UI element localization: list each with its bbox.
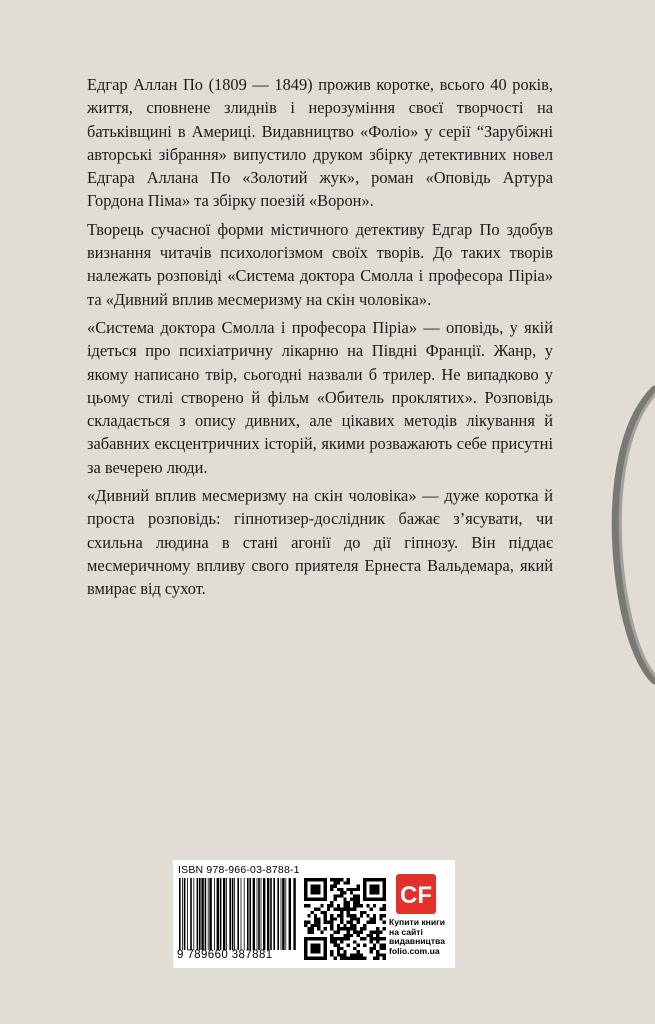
qr-module [350,917,353,920]
barcode-bar [220,878,222,950]
qr-module [330,953,333,956]
paragraph-2: Творець сучасної форми містичного детективу Едгар По здобув визнання читачів психологізмом своїх творів. До таких творів належать розповіді «Система доктора Смолла і професора Піріа» та «Дивний вплив месмеризму на скін чоловіка». [87,219,553,309]
qr-module [363,924,366,927]
qr-module [353,924,356,927]
qr-module [379,914,382,917]
qr-module [334,894,337,897]
qr-module [366,921,369,924]
barcode-bar [253,878,255,950]
qr-module [337,947,340,950]
qr-module [343,891,346,894]
qr-module [334,881,337,884]
qr-module [356,953,359,956]
qr-module [330,921,333,924]
qr-module [340,937,343,940]
qr-module [340,914,343,917]
qr-module [366,904,369,907]
qr-module [347,878,350,881]
qr-module [304,921,307,924]
qr-module [343,908,346,911]
barcode-bar [263,878,265,950]
barcode-bar [214,878,215,950]
qr-module [353,927,356,930]
qr-module [330,914,333,917]
qr-module [363,937,366,940]
qr-module [379,953,382,956]
qr-module [373,937,376,940]
qr-module [350,924,353,927]
qr-module [314,908,317,911]
qr-module [330,924,333,927]
qr-module [366,914,369,917]
qr-module [317,927,320,930]
qr-module [350,908,353,911]
qr-module [337,904,340,907]
qr-module [334,885,337,888]
qr-module [373,957,376,960]
barcode-bar [193,878,194,950]
qr-module [307,914,310,917]
qr-module [347,957,350,960]
qr-module [370,885,380,895]
barcode-bar [187,878,188,950]
barcode-digits: 9 789660 387881 [177,949,273,961]
barcode-bar [226,878,227,950]
qr-module [337,924,340,927]
qr-module [350,953,353,956]
barcode-bar [244,878,245,950]
qr-module [353,901,356,904]
qr-module [383,944,386,947]
qr-module [356,894,359,897]
qr-module [353,953,356,956]
qr-module [370,947,373,950]
qr-module [324,917,327,920]
qr-module [330,878,333,881]
qr-module [343,957,346,960]
qr-module [330,950,333,953]
qr-module [370,930,373,933]
qr-module [343,953,346,956]
qr-module [347,908,350,911]
qr-module [347,911,350,914]
qr-module [360,937,363,940]
qr-module [353,947,356,950]
qr-module [356,957,359,960]
qr-module [376,953,379,956]
qr-module [330,937,333,940]
qr-module [337,888,340,891]
qr-module [330,885,333,888]
qr-module [337,908,340,911]
qr-module [317,908,320,911]
qr-module [330,934,333,937]
qr-module [370,940,373,943]
barcode-bar [237,878,239,950]
qr-module [311,885,321,895]
barcode-bar [179,878,181,950]
qr-module [337,878,340,881]
barcode-bar [285,878,286,950]
qr-module [311,911,314,914]
qr-module [327,921,330,924]
qr-module [383,914,386,917]
barcode-bar [209,878,211,950]
qr-module [356,885,359,888]
barcode-bar [281,878,282,950]
qr-module [373,917,376,920]
qr-module [314,914,317,917]
qr-module [379,947,382,950]
qr-module [334,944,337,947]
barcode-bar [190,878,192,950]
qr-module [343,881,346,884]
qr-module [314,924,317,927]
qr-module [343,924,346,927]
qr-module [363,927,366,930]
qr-module [356,950,359,953]
qr-module [327,908,330,911]
qr-module [330,901,333,904]
barcode-panel [173,860,455,968]
qr-module [353,930,356,933]
qr-module [353,904,356,907]
qr-module [356,944,359,947]
barcode-bar [289,878,291,950]
paragraph-3: «Система доктора Смолла і професора Піріа» — оповідь, у якій ідеться про психіатричну лікарню на Півдні Франції. Жанр, у якому написано твір, сьогодні назвали б трилер. Не випадково у цьому стилі створено й фільм «Обитель проклятих». Розповідь складається з опису дивних, але цікавих методів лікування й забавних ексцентричних історій, якими розважають себе присутні за вечерею люди. [87,317,553,477]
qr-module [383,947,386,950]
qr-module [330,927,333,930]
folio-logo [396,874,436,914]
qr-module [383,937,386,940]
qr-module [347,930,350,933]
qr-module [353,957,356,960]
qr-module [360,911,363,914]
qr-module [360,914,363,917]
qr-module [376,937,379,940]
qr-module [350,921,353,924]
qr-module [350,957,353,960]
qr-module [340,891,343,894]
qr-module [360,927,363,930]
qr-module [337,953,340,956]
qr-module [370,908,373,911]
barcode-bar [273,878,275,950]
qr-module [347,914,350,917]
qr-module [314,917,317,920]
barcode-bar [282,878,284,950]
qr-module [340,921,343,924]
qr-module [343,934,346,937]
qr-module [356,934,359,937]
qr-module [370,921,373,924]
qr-module [340,878,343,881]
qr-module [373,914,376,917]
qr-module [343,927,346,930]
folio-caption [389,918,451,956]
qr-module [383,921,386,924]
qr-module [373,921,376,924]
qr-module [379,930,382,933]
caption-line-1: Купити книги [389,917,446,927]
qr-module [337,944,340,947]
qr-module [327,904,330,907]
barcode-bar [258,878,260,950]
qr-module [383,927,386,930]
qr-module [353,917,356,920]
qr-module [307,921,310,924]
qr-module [317,917,320,920]
qr-module [356,921,359,924]
qr-module [311,924,314,927]
qr-module [314,921,317,924]
qr-module [343,904,346,907]
qr-module [347,944,350,947]
qr-module [350,934,353,937]
qr-module [363,944,366,947]
qr-module [340,940,343,943]
qr-module [330,917,333,920]
qr-module [353,914,356,917]
barcode-bar [241,878,242,950]
qr-module [311,944,321,954]
barcode-bar [247,878,249,950]
barcode-bar [201,878,203,950]
qr-module [347,927,350,930]
qr-module [360,930,363,933]
annotation-text [87,73,553,606]
string-decoration [595,380,655,700]
qr-module [347,921,350,924]
qr-module [343,950,346,953]
qr-module [347,888,350,891]
qr-module [340,953,343,956]
barcode-image [178,878,298,950]
qr-module [334,898,337,901]
qr-module [334,917,337,920]
qr-module [317,924,320,927]
qr-module [334,878,337,881]
barcode-bar [199,878,201,950]
qr-module [334,908,337,911]
qr-module [370,917,373,920]
qr-module [324,921,327,924]
qr-module [340,957,343,960]
qr-module [376,930,379,933]
barcode-bar [182,878,183,950]
qr-module [324,911,327,914]
qr-module [370,950,373,953]
barcode-bar [205,878,207,950]
qr-module [337,927,340,930]
qr-module [320,911,323,914]
barcode-bar [208,878,209,950]
barcode-bar [261,878,262,950]
qr-module [379,937,382,940]
qr-module [353,888,356,891]
qr-module [376,940,379,943]
qr-module [356,898,359,901]
paragraph-1: Едгар Аллан По (1809 — 1849) прожив коротке, всього 40 років, життя, сповнене злиднів і нерозуміння своєї творчості на батьківщині в Америці. Видавництво «Фоліо» у серії “Зарубіжні авторські зібрання» випустило друком збірку детективних новел Едгара Аллана По «Золотий жук», роман «Оповідь Артура Гордона Піма» та збірку поезій «Ворон». [87,75,553,211]
qr-module [350,914,353,917]
qr-module [376,934,379,937]
qr-module [337,881,340,884]
barcode-bar [293,878,295,950]
qr-module [334,930,337,933]
qr-module [340,908,343,911]
qr-module [353,898,356,901]
qr-module [376,950,379,953]
caption-line-2: на сайті [389,926,423,937]
qr-module [343,898,346,901]
qr-module [383,904,386,907]
qr-module [379,944,382,947]
qr-module [347,937,350,940]
barcode-bar [277,878,279,950]
qr-module [373,904,376,907]
qr-module [340,917,343,920]
qr-module [360,953,363,956]
qr-module [363,957,366,960]
barcode-bar [257,878,258,950]
qr-module [330,940,333,943]
barcode-bar [223,878,225,950]
qr-module [350,898,353,901]
qr-module [340,927,343,930]
qr-code [304,878,386,960]
qr-module [337,937,340,940]
qr-module [311,927,314,930]
qr-module [353,894,356,897]
qr-module [373,944,376,947]
qr-module [373,930,376,933]
qr-module [343,937,346,940]
qr-module [304,924,307,927]
qr-module [379,917,382,920]
qr-module [363,911,366,914]
qr-module [320,930,323,933]
qr-module [307,904,310,907]
qr-module [334,937,337,940]
qr-module [353,908,356,911]
qr-module [347,881,350,884]
qr-module [337,950,340,953]
qr-module [311,930,314,933]
qr-module [376,957,379,960]
qr-module [334,940,337,943]
qr-module [356,901,359,904]
qr-module [340,911,343,914]
qr-module [383,953,386,956]
barcode-bar [184,878,186,950]
qr-module [376,927,379,930]
qr-module [370,937,373,940]
qr-module [347,904,350,907]
qr-module [337,914,340,917]
caption-line-3: видавництва [389,936,445,947]
qr-module [356,904,359,907]
qr-module [350,927,353,930]
qr-module [330,904,333,907]
qr-module [383,908,386,911]
qr-module [370,934,373,937]
barcode-bar [217,878,219,950]
qr-module [356,917,359,920]
qr-module [379,908,382,911]
qr-module [350,888,353,891]
barcode-bar [267,878,269,950]
barcode-bar [197,878,199,950]
qr-module [320,904,323,907]
qr-module [350,891,353,894]
barcode-bar [232,878,234,950]
qr-module [356,888,359,891]
qr-module [337,930,340,933]
qr-module [324,914,327,917]
qr-module [317,921,320,924]
svg-text:CF: CF [400,882,432,909]
caption-line-4: folio.com.ua [389,945,440,956]
qr-module [366,934,369,937]
qr-module [343,901,346,904]
qr-module [347,934,350,937]
qr-module [330,888,333,891]
barcode-bar [229,878,231,950]
qr-module [353,940,356,943]
qr-module [324,927,327,930]
paragraph-4: «Дивний вплив месмеризму на скін чоловіка» — дуже коротка й проста розповідь: гіпнотизер-дослідник бажає з’ясувати, чи схильна людина в стані агонії до дії гіпнозу. Він піддає месмеричному впливу свого приятеля Ернеста Вальдемара, який вмирає від сухот. [87,486,553,599]
qr-module [347,901,350,904]
qr-module [360,957,363,960]
qr-module [356,930,359,933]
qr-module [307,930,310,933]
isbn-label: ISBN 978-966-03-8788-1 [178,864,300,876]
qr-module [340,888,343,891]
barcode-bar [270,878,272,950]
qr-module [337,894,340,897]
qr-module [340,894,343,897]
barcode-bar [234,878,235,950]
qr-module [307,927,310,930]
qr-module [360,904,363,907]
qr-module [334,957,337,960]
qr-module [383,957,386,960]
qr-module [373,947,376,950]
qr-module [340,947,343,950]
barcode-bar [249,878,251,950]
qr-module [304,904,307,907]
